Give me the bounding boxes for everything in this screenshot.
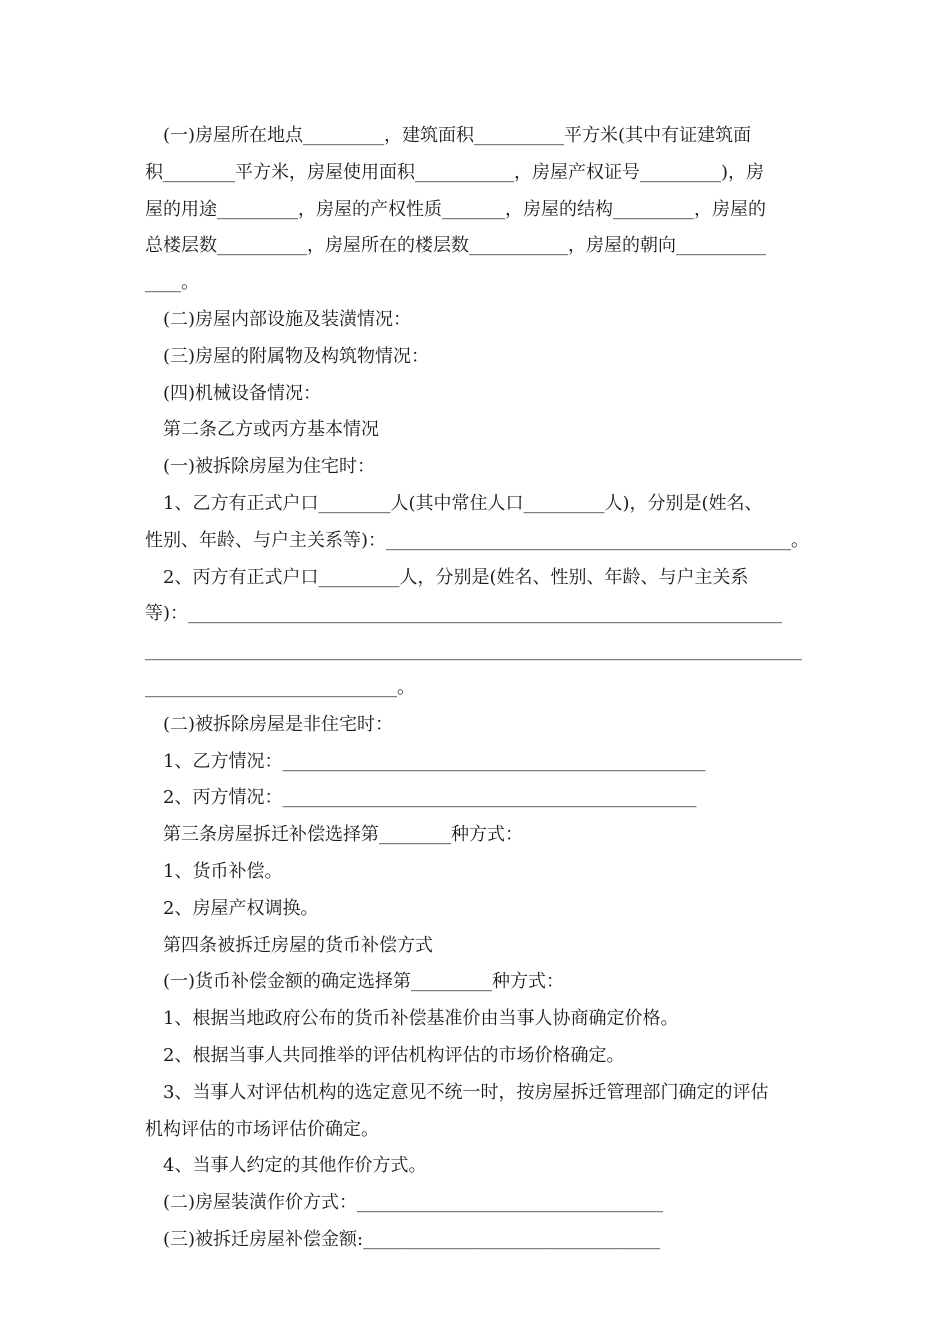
document-line: 2、丙方有正式户口_________人，分别是(姓名、性别、年龄、与户主关系 bbox=[163, 566, 749, 588]
document-line: 第三条房屋拆迁补偿选择第________种方式： bbox=[163, 824, 523, 846]
document-line: 2、房屋产权调换。 bbox=[163, 897, 319, 919]
document-line: 总楼层数__________，房屋所在的楼层数___________，房屋的朝向__________ bbox=[145, 235, 766, 257]
document-body bbox=[145, 118, 810, 1259]
document-line: (二)被拆除房屋是非住宅时： bbox=[163, 713, 394, 735]
document-line: (四)机械设备情况： bbox=[163, 382, 322, 404]
document-line: (二)房屋装潢作价方式：__________________________________ bbox=[163, 1192, 664, 1214]
document-line: (一)房屋所在地点_________，建筑面积__________平方米(其中有证建筑面 bbox=[163, 125, 752, 146]
document-line: (三)房屋的附属物及构筑物情况： bbox=[163, 345, 430, 367]
document-line: ____________________________。 bbox=[145, 676, 415, 698]
document-line: 屋的用途_________，房屋的产权性质_______，房屋的结构_________，房屋的 bbox=[145, 198, 766, 220]
document-line: (二)房屋内部设施及装潢情况： bbox=[163, 308, 412, 330]
document-line: ____。 bbox=[145, 272, 199, 294]
document-line: 1、乙方有正式户口________人(其中常住人口_________人)，分别是(姓名、 bbox=[163, 492, 763, 514]
document-line: _________________________________________________________________________ bbox=[145, 640, 802, 662]
document-line: 第四条被拆迁房屋的货币补偿方式 bbox=[163, 934, 433, 956]
document-line: 机构评估的市场评估价确定。 bbox=[145, 1118, 379, 1140]
document-line: 3、当事人对评估机构的选定意见不统一时，按房屋拆迁管理部门确定的评估 bbox=[163, 1081, 769, 1103]
document-line: 2、根据当事人共同推举的评估机构评估的市场价格确定。 bbox=[163, 1044, 625, 1066]
document-line: 1、根据当地政府公布的货币补偿基准价由当事人协商确定价格。 bbox=[163, 1008, 679, 1030]
document-line: 1、货币补偿。 bbox=[163, 860, 283, 882]
document-line: 4、当事人约定的其他作价方式。 bbox=[163, 1155, 427, 1177]
document-line: 第二条乙方或丙方基本情况 bbox=[163, 419, 379, 441]
document-line: 2、丙方情况：______________________________________________ bbox=[163, 787, 697, 809]
document-line: 1、乙方情况：_______________________________________________ bbox=[163, 750, 706, 772]
document-line: 等)：__________________________________________________________________ bbox=[145, 603, 783, 625]
document-line: (一)货币补偿金额的确定选择第_________种方式： bbox=[163, 971, 565, 993]
document-line: 积________平方米，房屋使用面积___________，房屋产权证号_________)，房 bbox=[145, 161, 765, 183]
document-line: 性别、年龄、与户主关系等)：_____________________________________________。 bbox=[145, 529, 810, 551]
document-line: (三)被拆迁房屋补偿金额:_________________________________ bbox=[163, 1228, 661, 1250]
document-line: (一)被拆除房屋为住宅时： bbox=[163, 456, 376, 478]
